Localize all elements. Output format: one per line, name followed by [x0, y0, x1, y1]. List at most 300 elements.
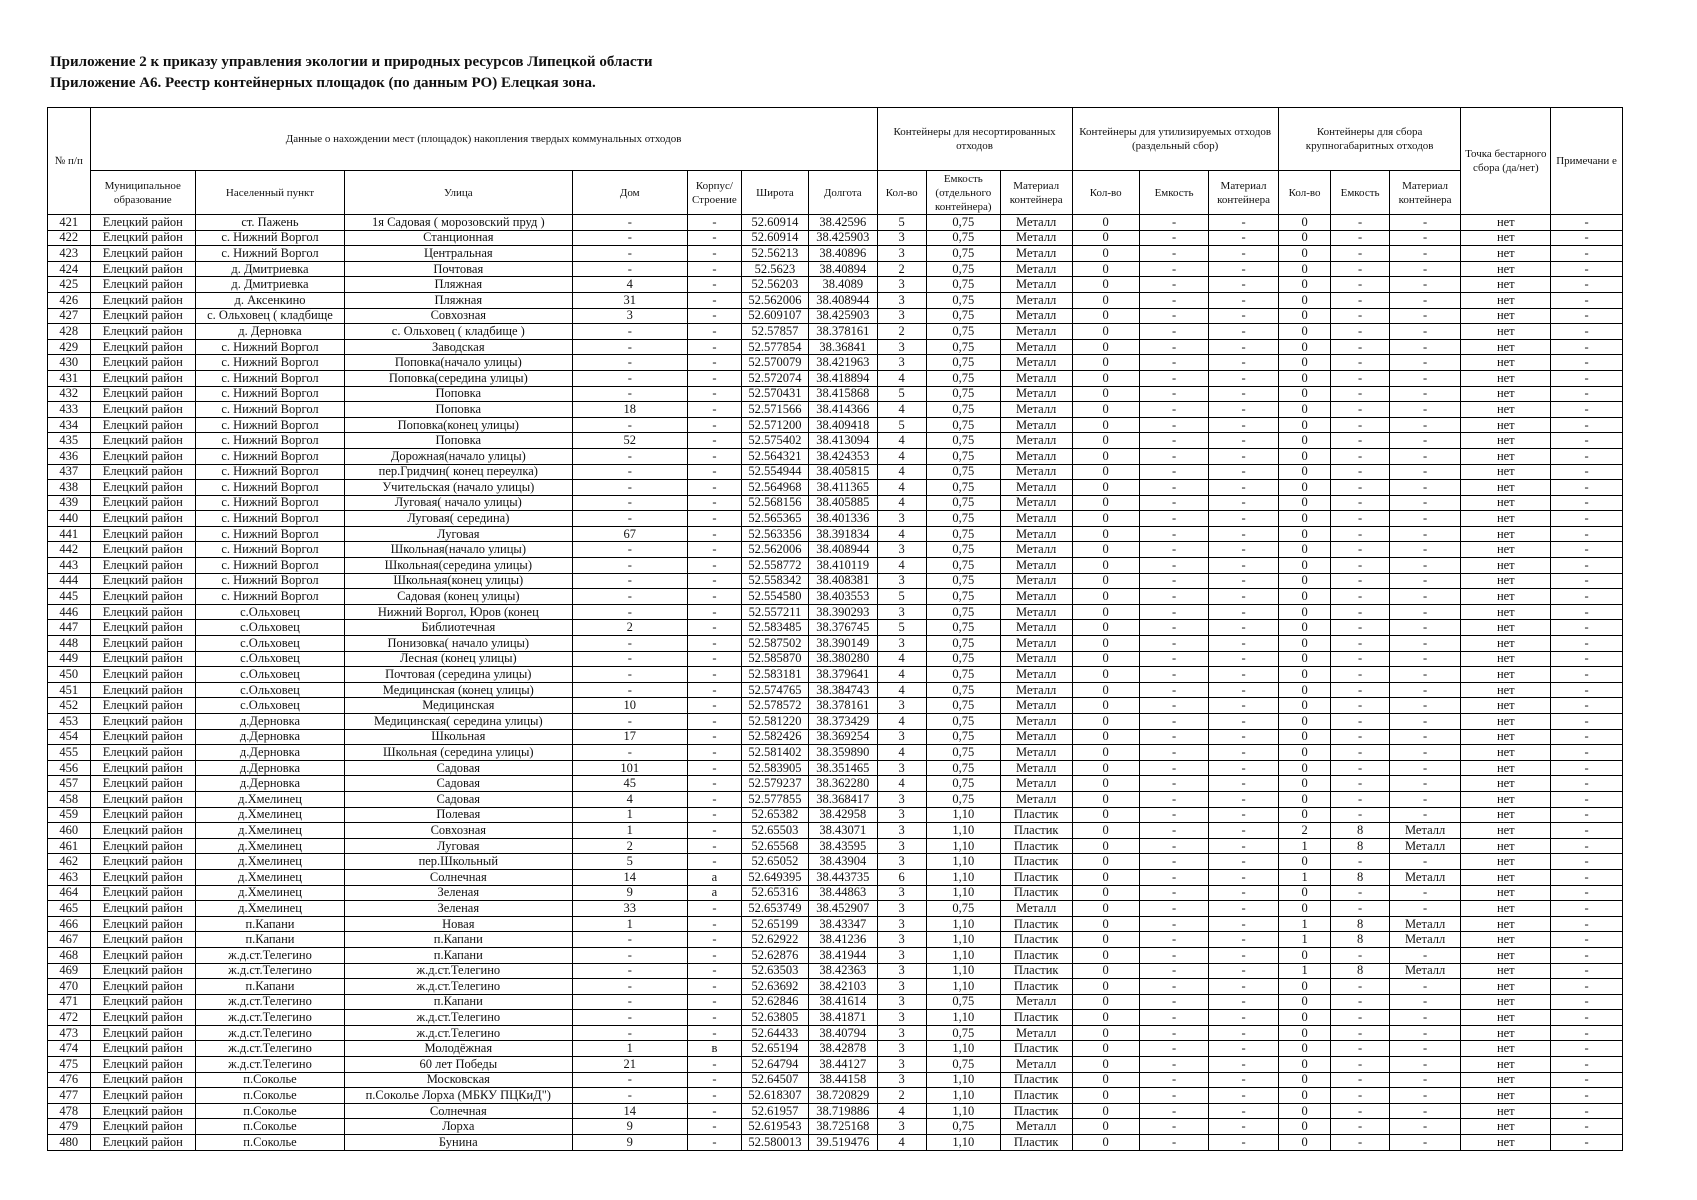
cell-building: а	[688, 885, 742, 901]
cell-bulky-qty: 0	[1278, 1103, 1331, 1119]
cell-note: -	[1551, 277, 1623, 293]
cell-lon: 38.719886	[809, 1103, 877, 1119]
cell-recycle-qty: 0	[1072, 215, 1139, 231]
cell-settlement: с. Нижний Воргол	[195, 448, 344, 464]
cell-house: 14	[572, 869, 687, 885]
cell-lat: 52.581220	[741, 714, 808, 730]
cell-unsorted-qty: 3	[877, 994, 926, 1010]
cell-bulky-capacity: -	[1331, 339, 1389, 355]
cell-bulky-qty: 2	[1278, 823, 1331, 839]
cell-bulky-capacity: -	[1331, 277, 1389, 293]
cell-building: -	[688, 1072, 742, 1088]
cell-bulky-capacity: -	[1331, 1025, 1389, 1041]
cell-note: -	[1551, 776, 1623, 792]
cell-recycle-material: -	[1209, 963, 1278, 979]
table-row	[48, 916, 1623, 932]
cell-house: -	[572, 651, 687, 667]
table-row	[48, 308, 1623, 324]
cell-bulky-material: -	[1389, 994, 1461, 1010]
cell-num: 421	[48, 215, 91, 231]
cell-bulky-qty: 0	[1278, 791, 1331, 807]
cell-settlement: с. Нижний Воргол	[195, 558, 344, 574]
table-row	[48, 932, 1623, 948]
cell-settlement: с. Нижний Воргол	[195, 339, 344, 355]
cell-point: нет	[1461, 292, 1551, 308]
cell-settlement: п.Соколье	[195, 1103, 344, 1119]
cell-street: Солнечная	[345, 1103, 573, 1119]
cell-unsorted-material: Пластик	[1000, 854, 1072, 870]
cell-recycle-material: -	[1209, 558, 1278, 574]
cell-recycle-qty: 0	[1072, 1072, 1139, 1088]
cell-recycle-qty: 0	[1072, 979, 1139, 995]
cell-unsorted-capacity: 0,75	[926, 370, 1000, 386]
cell-bulky-material: Металл	[1389, 916, 1461, 932]
cell-recycle-capacity: -	[1139, 682, 1208, 698]
cell-recycle-material: -	[1209, 386, 1278, 402]
cell-recycle-material: -	[1209, 464, 1278, 480]
cell-street: Лорха	[345, 1119, 573, 1135]
cell-lat: 52.56203	[741, 277, 808, 293]
table-row	[48, 869, 1623, 885]
cell-house: -	[572, 1072, 687, 1088]
cell-house: -	[572, 386, 687, 402]
cell-point: нет	[1461, 402, 1551, 418]
cell-note: -	[1551, 916, 1623, 932]
table-row	[48, 1057, 1623, 1073]
cell-bulky-capacity: -	[1331, 573, 1389, 589]
cell-lat: 52.65382	[741, 807, 808, 823]
cell-building: -	[688, 230, 742, 246]
cell-bulky-material: -	[1389, 791, 1461, 807]
cell-bulky-qty: 0	[1278, 261, 1331, 277]
cell-unsorted-qty: 3	[877, 339, 926, 355]
cell-settlement: д.Хмелинец	[195, 807, 344, 823]
cell-municipality: Елецкий район	[90, 589, 195, 605]
cell-house: -	[572, 324, 687, 340]
cell-unsorted-capacity: 0,75	[926, 277, 1000, 293]
cell-unsorted-capacity: 1,10	[926, 807, 1000, 823]
cell-point: нет	[1461, 682, 1551, 698]
cell-unsorted-capacity: 0,75	[926, 526, 1000, 542]
cell-point: нет	[1461, 620, 1551, 636]
cell-point: нет	[1461, 838, 1551, 854]
cell-recycle-capacity: -	[1139, 760, 1208, 776]
cell-bulky-capacity: -	[1331, 714, 1389, 730]
cell-municipality: Елецкий район	[90, 495, 195, 511]
cell-point: нет	[1461, 433, 1551, 449]
cell-bulky-qty: 0	[1278, 433, 1331, 449]
cell-unsorted-capacity: 1,10	[926, 838, 1000, 854]
cell-unsorted-qty: 3	[877, 854, 926, 870]
cell-house: 21	[572, 1057, 687, 1073]
cell-bulky-qty: 0	[1278, 277, 1331, 293]
cell-unsorted-material: Пластик	[1000, 823, 1072, 839]
cell-note: -	[1551, 324, 1623, 340]
cell-unsorted-qty: 4	[877, 745, 926, 761]
cell-bulky-material: -	[1389, 511, 1461, 527]
cell-note: -	[1551, 1072, 1623, 1088]
cell-bulky-capacity: -	[1331, 292, 1389, 308]
col-header-bulky-capacity: Емкость	[1331, 171, 1389, 215]
cell-bulky-capacity: -	[1331, 386, 1389, 402]
cell-note: -	[1551, 963, 1623, 979]
cell-bulky-capacity: -	[1331, 1119, 1389, 1135]
cell-bulky-material: Металл	[1389, 823, 1461, 839]
cell-unsorted-material: Пластик	[1000, 807, 1072, 823]
cell-bulky-qty: 0	[1278, 215, 1331, 231]
cell-recycle-qty: 0	[1072, 355, 1139, 371]
cell-street: Пляжная	[345, 292, 573, 308]
cell-point: нет	[1461, 1010, 1551, 1026]
cell-lon: 38.378161	[809, 698, 877, 714]
cell-note: -	[1551, 947, 1623, 963]
cell-bulky-material: -	[1389, 979, 1461, 995]
cell-recycle-capacity: -	[1139, 324, 1208, 340]
cell-bulky-capacity: -	[1331, 480, 1389, 496]
col-header-settlement: Населенный пункт	[195, 171, 344, 215]
table-row	[48, 448, 1623, 464]
cell-unsorted-material: Пластик	[1000, 869, 1072, 885]
cell-recycle-material: -	[1209, 979, 1278, 995]
cell-note: -	[1551, 417, 1623, 433]
cell-recycle-qty: 0	[1072, 667, 1139, 683]
cell-bulky-qty: 0	[1278, 386, 1331, 402]
cell-bulky-material: -	[1389, 620, 1461, 636]
cell-num: 473	[48, 1025, 91, 1041]
cell-bulky-material: -	[1389, 854, 1461, 870]
table-row	[48, 604, 1623, 620]
cell-recycle-capacity: -	[1139, 1025, 1208, 1041]
cell-unsorted-qty: 5	[877, 386, 926, 402]
cell-lat: 52.563356	[741, 526, 808, 542]
cell-num: 438	[48, 480, 91, 496]
cell-lat: 52.63503	[741, 963, 808, 979]
cell-num: 423	[48, 246, 91, 262]
cell-bulky-capacity: -	[1331, 308, 1389, 324]
cell-building: -	[688, 417, 742, 433]
cell-lat: 52.5623	[741, 261, 808, 277]
cell-settlement: д.Хмелинец	[195, 885, 344, 901]
cell-unsorted-capacity: 1,10	[926, 1010, 1000, 1026]
cell-unsorted-material: Металл	[1000, 495, 1072, 511]
cell-settlement: с. Нижний Воргол	[195, 573, 344, 589]
cell-street: Поповка(середина улицы)	[345, 370, 573, 386]
cell-unsorted-material: Пластик	[1000, 979, 1072, 995]
table-row	[48, 1103, 1623, 1119]
cell-num: 480	[48, 1135, 91, 1151]
cell-recycle-qty: 0	[1072, 573, 1139, 589]
cell-bulky-material: -	[1389, 448, 1461, 464]
cell-street: Поповка(начало улицы)	[345, 355, 573, 371]
cell-bulky-material: -	[1389, 745, 1461, 761]
cell-note: -	[1551, 620, 1623, 636]
cell-lon: 38.725168	[809, 1119, 877, 1135]
cell-bulky-qty: 0	[1278, 480, 1331, 496]
cell-lon: 38.452907	[809, 901, 877, 917]
cell-recycle-material: -	[1209, 901, 1278, 917]
cell-unsorted-material: Металл	[1000, 402, 1072, 418]
cell-point: нет	[1461, 1119, 1551, 1135]
cell-unsorted-material: Металл	[1000, 480, 1072, 496]
cell-unsorted-capacity: 0,75	[926, 760, 1000, 776]
cell-house: -	[572, 261, 687, 277]
cell-point: нет	[1461, 994, 1551, 1010]
cell-unsorted-material: Пластик	[1000, 963, 1072, 979]
cell-point: нет	[1461, 1088, 1551, 1104]
cell-point: нет	[1461, 526, 1551, 542]
cell-bulky-material: -	[1389, 760, 1461, 776]
cell-unsorted-material: Пластик	[1000, 1103, 1072, 1119]
cell-building: -	[688, 901, 742, 917]
cell-lat: 52.63692	[741, 979, 808, 995]
cell-house: 2	[572, 620, 687, 636]
cell-lon: 38.376745	[809, 620, 877, 636]
cell-lat: 52.649395	[741, 869, 808, 885]
table-row	[48, 339, 1623, 355]
cell-recycle-qty: 0	[1072, 433, 1139, 449]
cell-house: 45	[572, 776, 687, 792]
cell-bulky-capacity: -	[1331, 620, 1389, 636]
cell-bulky-material: -	[1389, 589, 1461, 605]
cell-street: Бунина	[345, 1135, 573, 1151]
cell-street: Медицинская	[345, 698, 573, 714]
cell-settlement: п.Капани	[195, 932, 344, 948]
cell-settlement: д. Дерновка	[195, 324, 344, 340]
cell-building: -	[688, 791, 742, 807]
col-header-municipality: Муниципальное образование	[90, 171, 195, 215]
cell-house: -	[572, 339, 687, 355]
cell-lat: 52.581402	[741, 745, 808, 761]
cell-municipality: Елецкий район	[90, 698, 195, 714]
cell-unsorted-capacity: 0,75	[926, 324, 1000, 340]
cell-num: 434	[48, 417, 91, 433]
cell-bulky-material: -	[1389, 495, 1461, 511]
cell-recycle-capacity: -	[1139, 604, 1208, 620]
table-row	[48, 1010, 1623, 1026]
cell-recycle-qty: 0	[1072, 1010, 1139, 1026]
cell-bulky-capacity: -	[1331, 448, 1389, 464]
cell-recycle-capacity: -	[1139, 495, 1208, 511]
cell-building: -	[688, 963, 742, 979]
col-header-street: Улица	[345, 171, 573, 215]
cell-street: Медицинская( середина улицы)	[345, 714, 573, 730]
cell-lat: 52.562006	[741, 292, 808, 308]
cell-point: нет	[1461, 542, 1551, 558]
cell-building: -	[688, 651, 742, 667]
cell-note: -	[1551, 823, 1623, 839]
cell-settlement: с. Нижний Воргол	[195, 526, 344, 542]
cell-recycle-capacity: -	[1139, 698, 1208, 714]
cell-street: Пляжная	[345, 277, 573, 293]
cell-bulky-qty: 0	[1278, 246, 1331, 262]
cell-lat: 52.618307	[741, 1088, 808, 1104]
cell-recycle-material: -	[1209, 277, 1278, 293]
cell-recycle-capacity: -	[1139, 542, 1208, 558]
cell-recycle-qty: 0	[1072, 776, 1139, 792]
cell-municipality: Елецкий район	[90, 760, 195, 776]
cell-unsorted-qty: 4	[877, 714, 926, 730]
cell-recycle-capacity: -	[1139, 745, 1208, 761]
table-row	[48, 324, 1623, 340]
cell-bulky-qty: 1	[1278, 916, 1331, 932]
cell-recycle-material: -	[1209, 916, 1278, 932]
cell-recycle-capacity: -	[1139, 994, 1208, 1010]
cell-recycle-material: -	[1209, 1088, 1278, 1104]
cell-lat: 52.571566	[741, 402, 808, 418]
cell-unsorted-qty: 3	[877, 698, 926, 714]
cell-note: -	[1551, 1041, 1623, 1057]
cell-lon: 38.43071	[809, 823, 877, 839]
cell-recycle-capacity: -	[1139, 932, 1208, 948]
cell-recycle-qty: 0	[1072, 1103, 1139, 1119]
cell-unsorted-material: Металл	[1000, 901, 1072, 917]
cell-building: -	[688, 1057, 742, 1073]
table-row	[48, 729, 1623, 745]
cell-recycle-qty: 0	[1072, 589, 1139, 605]
table-row	[48, 885, 1623, 901]
cell-building: -	[688, 246, 742, 262]
cell-bulky-material: -	[1389, 417, 1461, 433]
cell-recycle-material: -	[1209, 511, 1278, 527]
cell-note: -	[1551, 433, 1623, 449]
cell-unsorted-material: Металл	[1000, 542, 1072, 558]
cell-recycle-qty: 0	[1072, 885, 1139, 901]
cell-note: -	[1551, 215, 1623, 231]
cell-bulky-capacity: -	[1331, 1072, 1389, 1088]
cell-street: с. Ольховец ( кладбище )	[345, 324, 573, 340]
cell-lon: 38.373429	[809, 714, 877, 730]
cell-street: Московская	[345, 1072, 573, 1088]
table-row	[48, 979, 1623, 995]
cell-building: -	[688, 979, 742, 995]
cell-house: -	[572, 558, 687, 574]
table-row	[48, 682, 1623, 698]
cell-building: -	[688, 807, 742, 823]
table-row	[48, 495, 1623, 511]
cell-unsorted-material: Металл	[1000, 651, 1072, 667]
cell-settlement: с.Ольховец	[195, 651, 344, 667]
cell-recycle-qty: 0	[1072, 308, 1139, 324]
cell-street: пер.Гридчин( конец переулка)	[345, 464, 573, 480]
cell-street: Садовая	[345, 776, 573, 792]
cell-recycle-capacity: -	[1139, 838, 1208, 854]
cell-lat: 52.653749	[741, 901, 808, 917]
table-row	[48, 1119, 1623, 1135]
cell-unsorted-qty: 3	[877, 916, 926, 932]
cell-num: 426	[48, 292, 91, 308]
cell-settlement: с.Ольховец	[195, 620, 344, 636]
cell-num: 477	[48, 1088, 91, 1104]
cell-house: 4	[572, 277, 687, 293]
cell-lon: 38.43347	[809, 916, 877, 932]
cell-house: -	[572, 1025, 687, 1041]
cell-bulky-qty: 0	[1278, 1010, 1331, 1026]
cell-unsorted-qty: 4	[877, 402, 926, 418]
cell-bulky-capacity: -	[1331, 558, 1389, 574]
cell-num: 449	[48, 651, 91, 667]
cell-unsorted-capacity: 0,75	[926, 604, 1000, 620]
cell-settlement: п.Капани	[195, 979, 344, 995]
cell-recycle-capacity: -	[1139, 651, 1208, 667]
cell-point: нет	[1461, 495, 1551, 511]
cell-lat: 52.64433	[741, 1025, 808, 1041]
cell-num: 463	[48, 869, 91, 885]
cell-bulky-capacity: 8	[1331, 823, 1389, 839]
cell-point: нет	[1461, 901, 1551, 917]
cell-municipality: Елецкий район	[90, 573, 195, 589]
cell-unsorted-material: Металл	[1000, 714, 1072, 730]
table-row	[48, 215, 1623, 231]
cell-building: -	[688, 402, 742, 418]
cell-bulky-qty: 0	[1278, 604, 1331, 620]
cell-num: 446	[48, 604, 91, 620]
cell-num: 472	[48, 1010, 91, 1026]
cell-settlement: ж.д.ст.Телегино	[195, 947, 344, 963]
cell-unsorted-capacity: 1,10	[926, 1072, 1000, 1088]
cell-num: 427	[48, 308, 91, 324]
cell-house: 18	[572, 402, 687, 418]
table-row	[48, 511, 1623, 527]
cell-recycle-qty: 0	[1072, 402, 1139, 418]
cell-recycle-material: -	[1209, 261, 1278, 277]
cell-unsorted-qty: 3	[877, 885, 926, 901]
cell-house: -	[572, 448, 687, 464]
cell-bulky-capacity: -	[1331, 947, 1389, 963]
cell-municipality: Елецкий район	[90, 1088, 195, 1104]
cell-building: -	[688, 261, 742, 277]
table-row	[48, 573, 1623, 589]
cell-municipality: Елецкий район	[90, 355, 195, 371]
cell-unsorted-qty: 4	[877, 1135, 926, 1151]
cell-settlement: д.Хмелинец	[195, 823, 344, 839]
cell-building: -	[688, 558, 742, 574]
cell-bulky-capacity: -	[1331, 464, 1389, 480]
cell-bulky-capacity: 8	[1331, 932, 1389, 948]
cell-bulky-capacity: -	[1331, 729, 1389, 745]
cell-point: нет	[1461, 885, 1551, 901]
col-header-num: № п/п	[48, 108, 91, 215]
cell-unsorted-material: Металл	[1000, 355, 1072, 371]
cell-street: Поповка	[345, 386, 573, 402]
cell-bulky-material: -	[1389, 1010, 1461, 1026]
cell-street: Поповка(конец улицы)	[345, 417, 573, 433]
cell-municipality: Елецкий район	[90, 885, 195, 901]
cell-note: -	[1551, 994, 1623, 1010]
cell-municipality: Елецкий район	[90, 604, 195, 620]
cell-unsorted-qty: 3	[877, 791, 926, 807]
cell-settlement: с. Нижний Воргол	[195, 355, 344, 371]
cell-unsorted-capacity: 1,10	[926, 1041, 1000, 1057]
table-row	[48, 791, 1623, 807]
cell-lat: 52.558342	[741, 573, 808, 589]
cell-num: 422	[48, 230, 91, 246]
cell-bulky-material: -	[1389, 277, 1461, 293]
cell-recycle-material: -	[1209, 308, 1278, 324]
cell-lat: 52.577855	[741, 791, 808, 807]
cell-unsorted-material: Металл	[1000, 760, 1072, 776]
cell-settlement: ж.д.ст.Телегино	[195, 1057, 344, 1073]
cell-municipality: Елецкий район	[90, 651, 195, 667]
cell-recycle-qty: 0	[1072, 386, 1139, 402]
col-header-point: Точка бестарного сбора (да/нет)	[1461, 108, 1551, 215]
cell-lat: 52.574765	[741, 682, 808, 698]
cell-lon: 38.409418	[809, 417, 877, 433]
cell-recycle-capacity: -	[1139, 215, 1208, 231]
cell-house: -	[572, 994, 687, 1010]
cell-num: 451	[48, 682, 91, 698]
table-row	[48, 823, 1623, 839]
cell-note: -	[1551, 339, 1623, 355]
